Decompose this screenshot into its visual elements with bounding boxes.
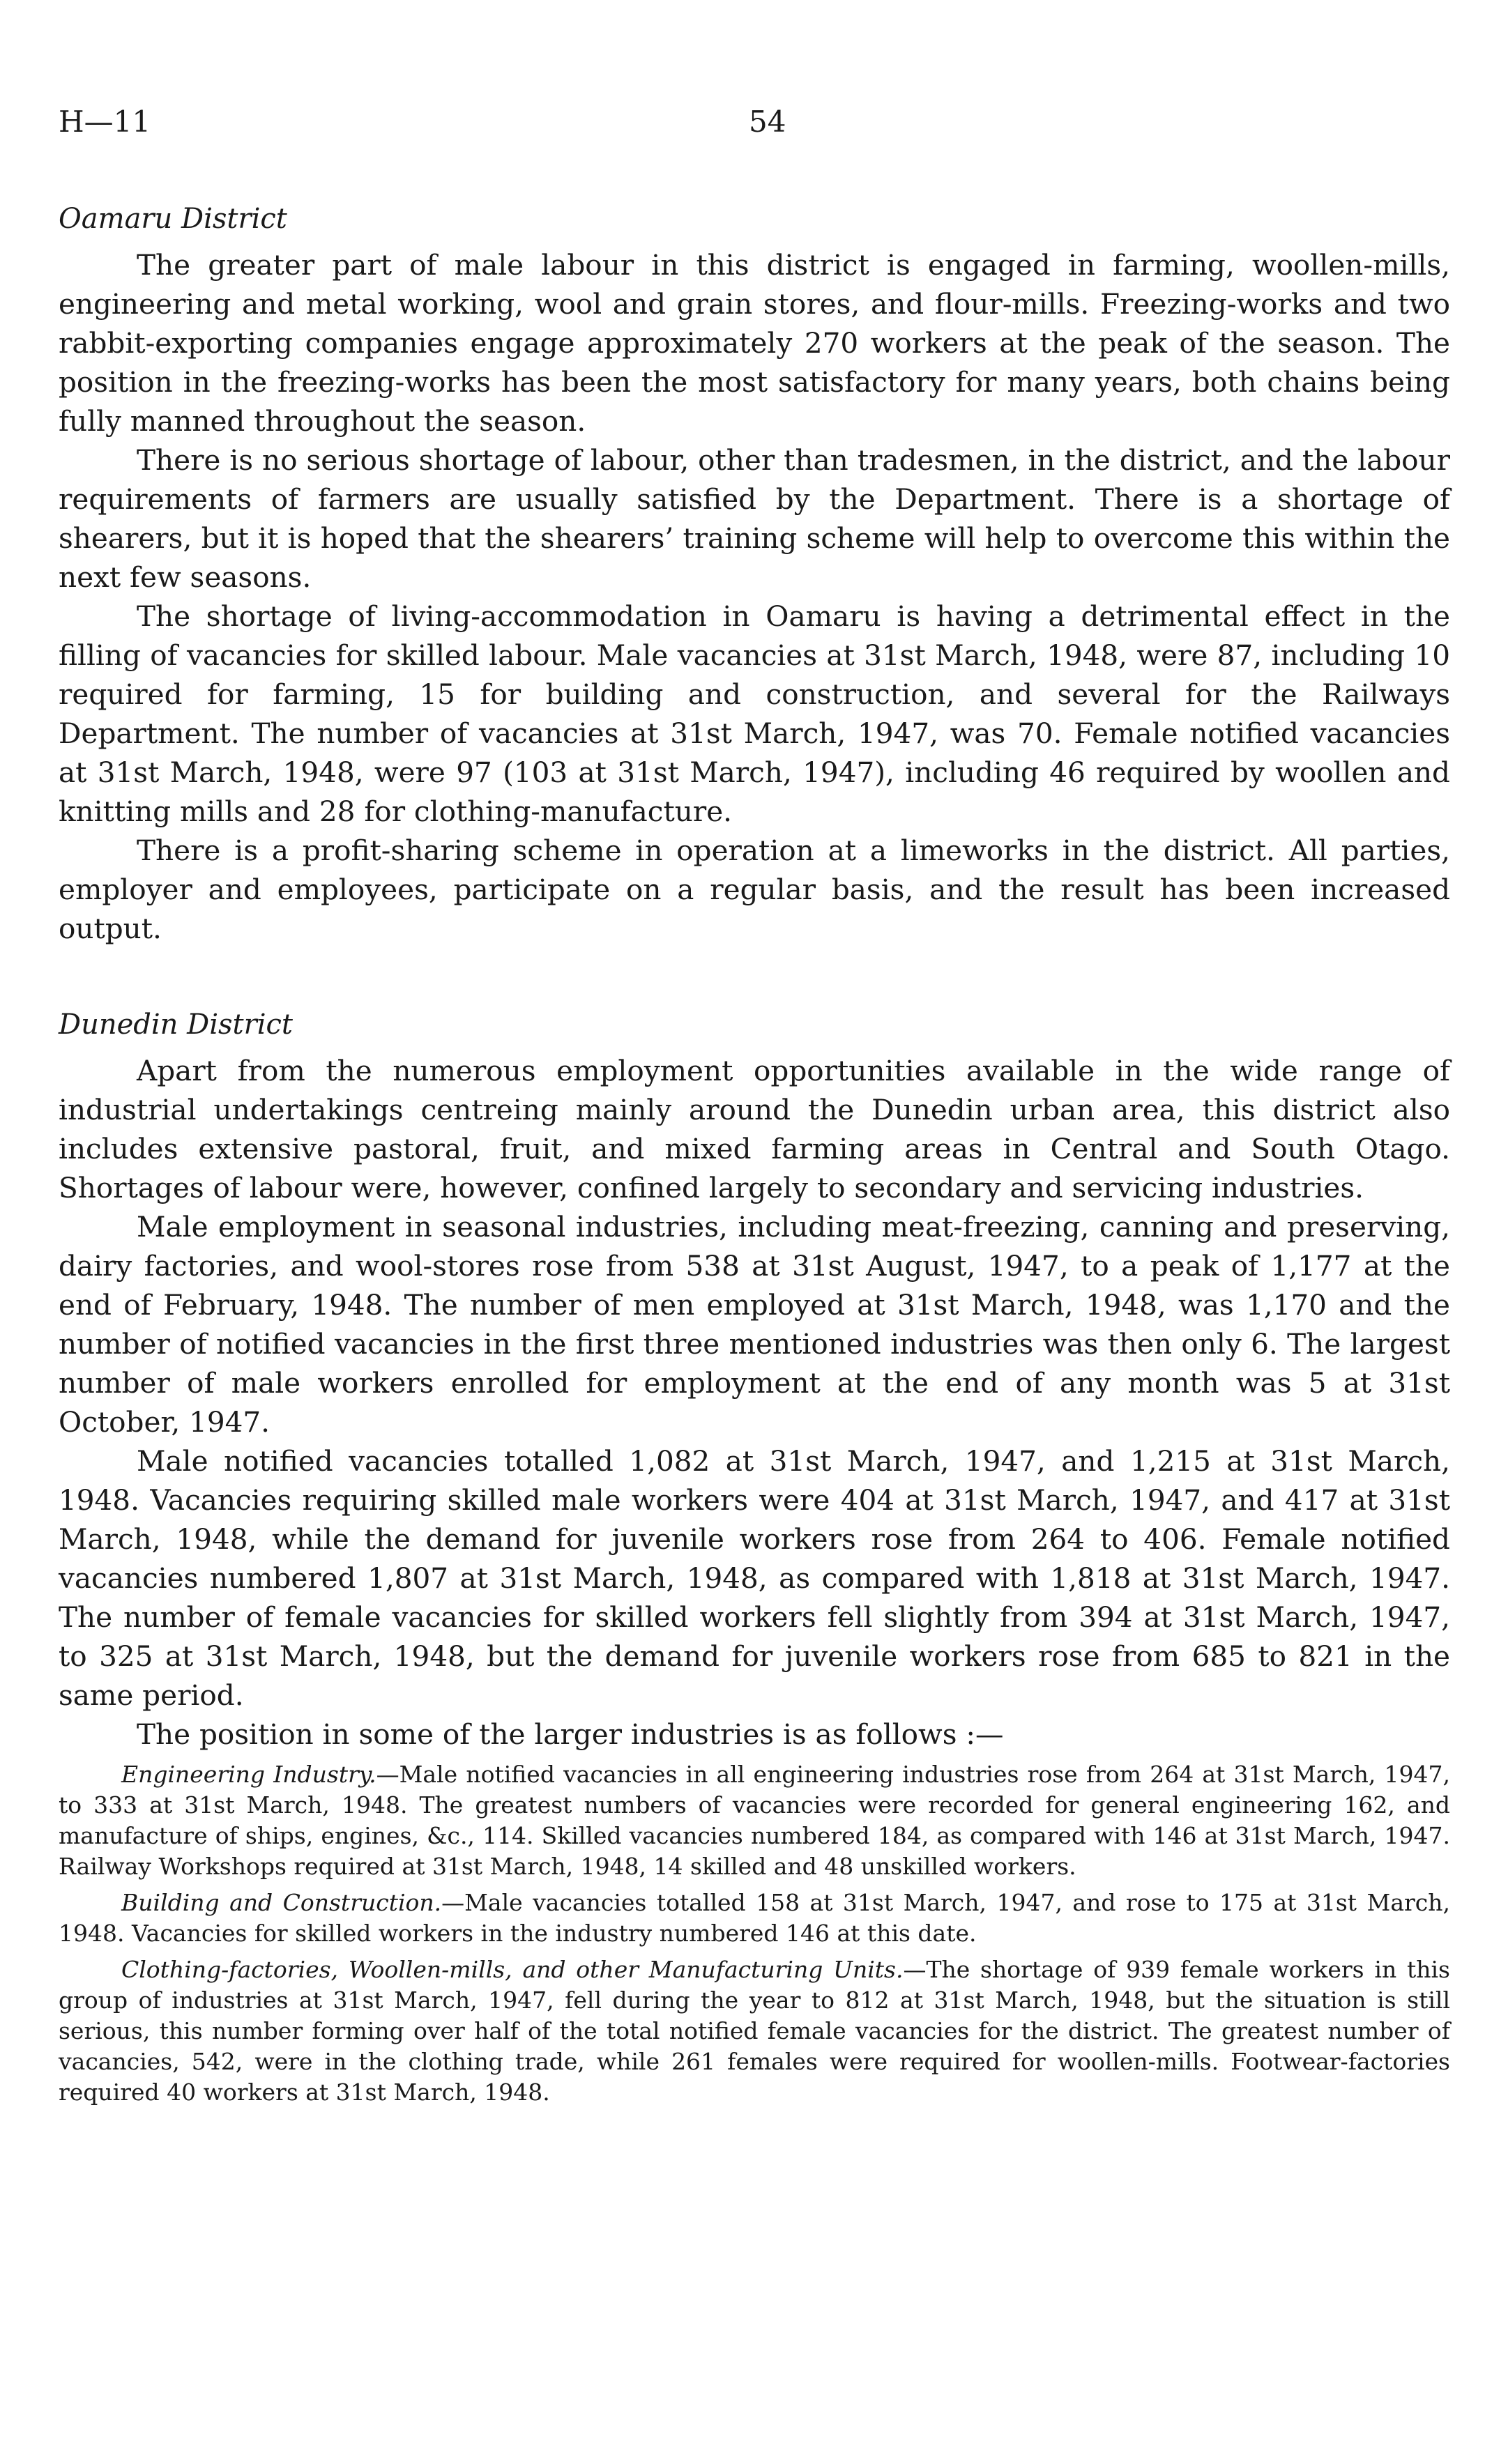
paragraph: The shortage of living-accommodation in Oamaru is having a detrimental effect in the filling of vacancies for skilled labour. Male vacancies at 31st March, 1948, were 87, including 10 required for farming, 15 for building and construction, and several for the Railways Department. The number of vacancies at 31st March, 1947, was 70. Female notified vacancies at 31st March, 1948, were 97 (103 at 31st March, 1947), including 46 required by woollen and knitting mills and 28 for clothing-manufacture. (59, 599, 1450, 828)
industry-heading: Engineering Industry. (121, 1761, 376, 1788)
industry-text: —Male vacancies totalled 158 at 31st March, 1947, and rose to 175 at 31st March, 1948. Vacancies for skilled workers in the industry numbered 146 at this date. (59, 1889, 1450, 1947)
paragraph: The position in some of the larger industries is as follows :— (137, 1717, 1004, 1751)
section-title-dunedin: Dunedin District (59, 1009, 293, 1041)
paragraph: Male notified vacancies totalled 1,082 at 31st March, 1947, and 1,215 at 31st March, 1948. Vacancies requiring skilled male workers were 404 at 31st March, 1947, and 417 at 31st March, 1948, while the demand for juvenile workers rose from 264 to 406. Female notified vacancies numbered 1,807 at 31st March, 1948, as compared with 1,818 at 31st March, 1947. The number of female vacancies for skilled workers fell slightly from 394 at 31st March, 1947, to 325 at 31st March, 1948, but the demand for juvenile workers rose from 685 to 821 in the same period. (59, 1444, 1450, 1712)
section-title-oamaru: Oamaru District (59, 203, 287, 235)
paragraph: Apart from the numerous employment opportunities available in the wide range of industrial undertakings centreing mainly around the Dunedin urban area, this district also includes extensive pastoral, fruit, and mixed farming areas in Central and South Otago. Shortages of labour were, however, confined largely to secondary and servicing industries. (59, 1054, 1450, 1204)
oamaru-district-section (59, 202, 1450, 948)
paragraph: There is no serious shortage of labour, other than tradesmen, in the district, and the labour requirements of farmers are usually satisfied by the Department. There is a shortage of shearers, but it is hoped that the shearers’ training scheme will help to overcome this within the next few seasons. (59, 443, 1450, 594)
industry-heading: Clothing-factories, Woollen-mills, and other Manufacturing Units. (121, 1956, 904, 1983)
document-code: H—11 (59, 105, 151, 139)
paragraph: Male employment in seasonal industries, including meat-freezing, canning and preserving, dairy factories, and wool-stores rose from 538 at 31st August, 1947, to a peak of 1,177 at the end of February, 1948. The number of men employed at 31st March, 1948, was 1,170 and the number of notified vacancies in the first three mentioned industries was then only 6. The largest number of male workers enrolled for employment at the end of any month was 5 at 31st October, 1947. (59, 1210, 1450, 1439)
industry-note-clothing (59, 1954, 1450, 2108)
industry-text: —Male notified vacancies in all engineering industries rose from 264 at 31st March, 1947, to 333 at 31st March, 1948. The greatest numbers of vacancies were recorded for general engineering 162, and manufacture of ships, engines, &c., 114. Skilled vacancies numbered 184, as compared with 146 at 31st March, 1947. Railway Workshops required at 31st March, 1948, 14 skilled and 48 unskilled workers. (59, 1761, 1450, 1880)
page-number: 54 (749, 105, 786, 139)
dunedin-district-section (59, 1008, 1450, 2108)
page-header (59, 105, 1450, 153)
paragraph: The greater part of male labour in this district is engaged in farming, woollen-mills, engineering and metal working, wool and grain stores, and flour-mills. Freezing-works and two rabbit-exporting companies engage approximately 270 workers at the peak of the season. The position in the freezing-works has been the most satisfactory for many years, both chains being fully manned throughout the season. (59, 248, 1450, 438)
paragraph: There is a profit-sharing scheme in operation at a limeworks in the district. All parties, employer and employees, participate on a regular basis, and the result has been increased output. (59, 834, 1450, 945)
industry-note-building (59, 1888, 1450, 1949)
industry-text: —The shortage of 939 female workers in this group of industries at 31st March, 1947, fell during the year to 812 at 31st March, 1948, but the situation is still serious, this number forming over half of the total notified female vacancies for the district. The greatest number of vacancies, 542, were in the clothing trade, while 261 females were required for woollen-mills. Footwear-factories required 40 workers at 31st March, 1948. (59, 1956, 1450, 2106)
industry-note-engineering (59, 1759, 1450, 1882)
document-page (59, 105, 1450, 2168)
industry-heading: Building and Construction. (121, 1889, 442, 1916)
